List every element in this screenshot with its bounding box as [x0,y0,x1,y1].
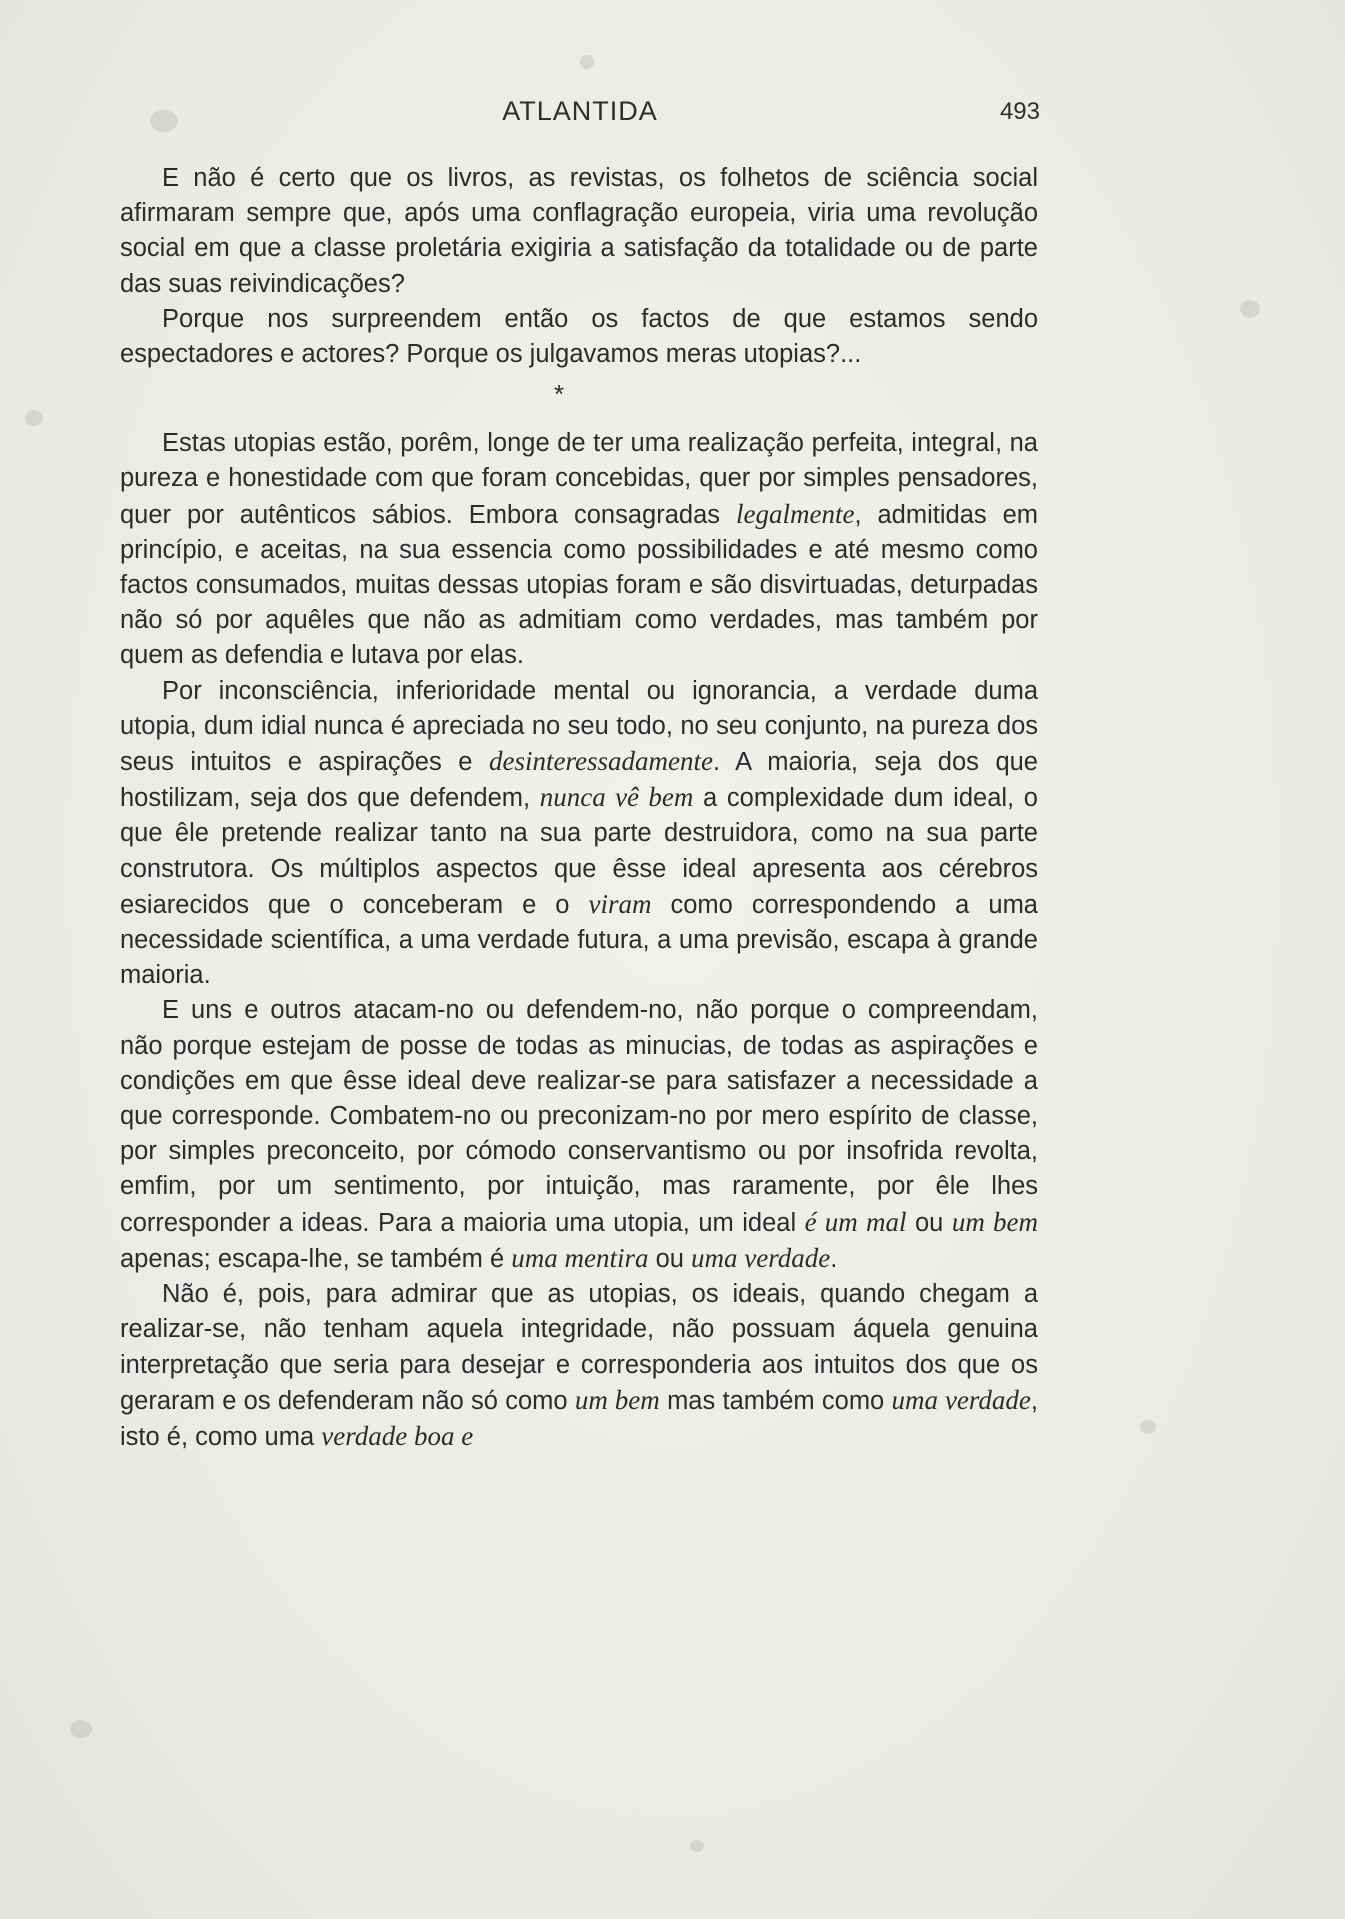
italic-text: legalmente [735,498,855,529]
paper-speck [690,1840,704,1852]
paper-speck [25,410,43,426]
text-run: mas também como [659,1386,892,1415]
text-run: . [830,1244,838,1273]
italic-text: uma mentira [511,1242,649,1273]
text-run: Não é, pois, para admirar que as utopias, os ideais, quando chegam a realizar-se, não tenham aquela integridade, não possuam áquela genuina interpretação que seria para desejar e corresponderia aos intuitos dos que os geraram e os defenderam não só como [120,1280,1038,1415]
text-run: como correspondendo a uma necessidade scientífica, a uma verdade futura, a uma previsão, escapa à grande maioria. [120,890,1038,990]
text-run: , isto é, como uma [120,1386,1038,1451]
italic-text: verdade boa e [321,1420,474,1451]
paragraph [120,674,1038,994]
text-run: apenas; escapa-lhe, se também é [120,1244,512,1273]
text-run: E uns e outros atacam-no ou defendem-no, não porque o compreendam, não porque estejam de posse de todas as minucias, de todas as aspirações e condições em que êsse ideal deve realizar-se para satisfazer a necessidade a que corresponde. Combatem-no ou preconizam-no por mero espírito de classe, por simples preconceito, por cómodo conservantismo ou por insofrida revolta, emfim, por um sentimento, por intuição, mas raramente, por êle lhes corresponder a ideas. Para a maioria uma utopia, um ideal [120,996,1038,1237]
paper-speck [70,1720,92,1738]
paragraph [120,161,1038,302]
paper-speck [1140,1420,1156,1434]
section-separator: * [553,379,565,410]
paper-speck [1240,300,1260,318]
italic-text: viram [588,888,652,919]
italic-text: um bem [574,1384,660,1415]
text-run: E não é certo que os livros, as revistas, os folhetos de sciência social afirmaram sempre que, após uma conflagração europeia, viria uma revolução social em que a classe proletária exigiria a satisfação da totalidade ou de parte das suas reivindicações? [120,164,1038,298]
italic-text: um bem [951,1206,1038,1237]
running-title: ATLANTIDA [502,96,658,126]
text-run: Porque nos surpreendem então os factos de que estamos sendo espectadores e actores? Porque os julgavamos meras utopias?... [120,304,1038,369]
paragraph [120,993,1038,1277]
text-run: Por inconsciência, inferioridade mental ou ignorancia, a verdade duma utopia, dum idial nunca é apreciada no seu todo, no seu conjunto, na pureza dos seus intuitos e aspirações e [120,676,1038,777]
text-run: ou [906,1208,952,1237]
italic-text: desinteressadamente [488,746,713,777]
paper-speck [150,110,178,132]
paragraph [120,302,1038,372]
text-run: Estas utopias estão, porêm, longe de ter uma realização perfeita, integral, na pureza e honestidade com que foram concebidas, quer por simples pensadores, quer por autênticos sábios. Embora consagradas [120,429,1038,529]
paragraph [120,426,1038,673]
page-body [120,161,1038,1455]
page-number: 493 [999,98,1040,125]
paragraph [120,1277,1038,1455]
text-run: a complexidade dum ideal, o que êle pretende realizar tanto na sua parte destruidora, como na sua parte construtora. Os múltiplos aspectos que êsse ideal apresenta aos cérebros esiarecidos que o conceberam e o [120,784,1038,919]
page-header [120,96,1040,136]
italic-text: uma verdade [891,1384,1031,1415]
italic-text: é um mal [804,1206,907,1237]
text-run: ou [648,1244,692,1273]
text-run: . A maioria, seja dos que hostilizam, seja dos que defendem, [120,748,1038,813]
text-run: , admitidas em princípio, e aceitas, na sua essencia como possibilidades e até mesmo como factos consumados, muitas dessas utopias foram e são disvirtuadas, deturpadas não só por aquêles que não as admitiam como verdades, mas também por quem as defendia e lutava por elas. [120,500,1039,670]
italic-text: uma verdade [691,1242,831,1273]
italic-text: nunca vê bem [539,782,694,813]
paper-speck [580,55,594,69]
